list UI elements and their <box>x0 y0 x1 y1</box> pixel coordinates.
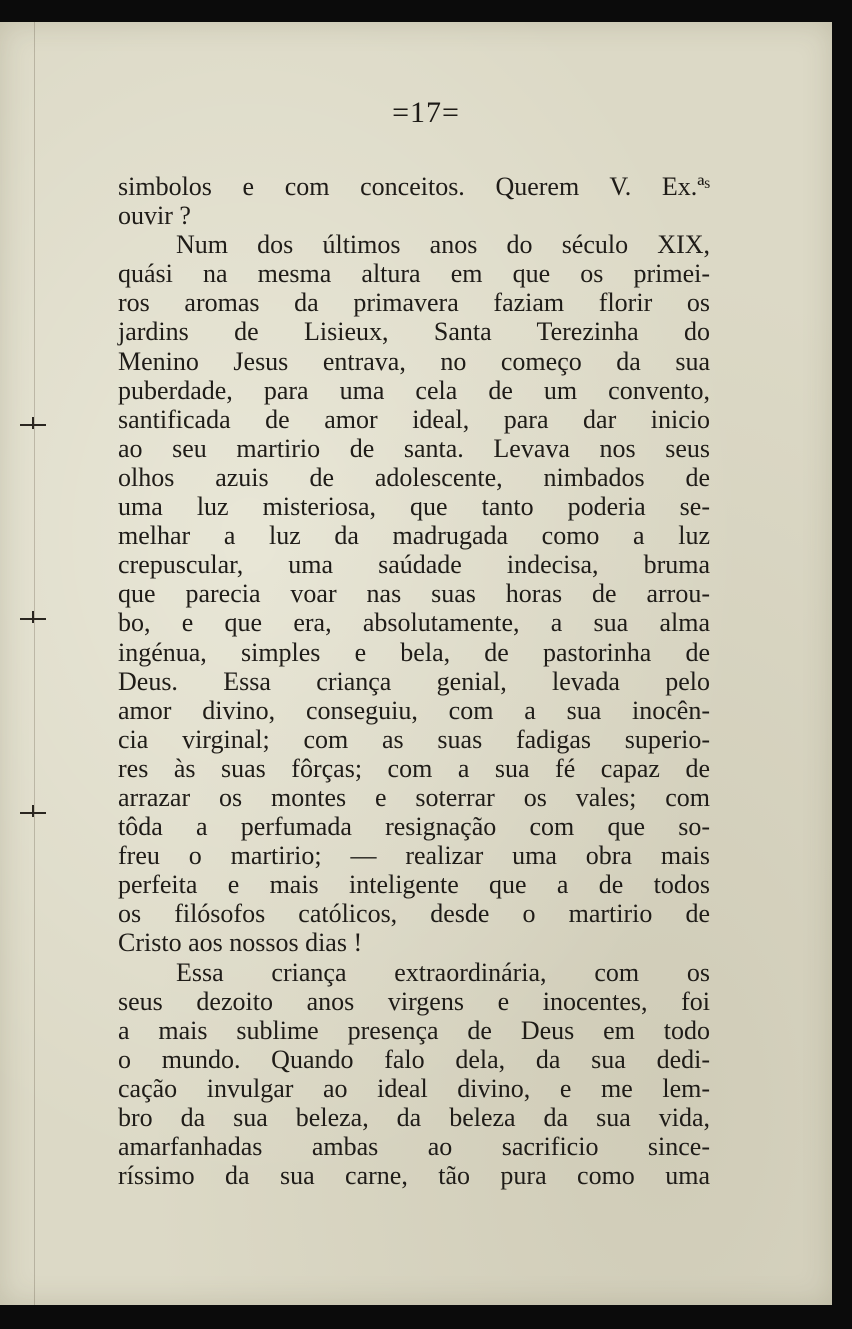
text-line: quási na mesma altura em que os primei- <box>118 259 710 289</box>
text-line: ingénua, simples e bela, de pastorinha de <box>118 637 710 667</box>
text-line: ouvir ? <box>118 201 191 231</box>
text-line: bo, e que era, absolutamente, a sua alma <box>118 608 710 638</box>
text-line: jardins de Lisieux, Santa Terezinha do <box>118 317 710 347</box>
page-number: =17= <box>392 96 460 129</box>
text-line: que parecia voar nas suas horas de arrou- <box>118 579 710 609</box>
text-line: arrazar os montes e soterrar os vales; com <box>118 782 710 812</box>
text-line: res às suas fôrças; com a sua fé capaz de <box>118 753 710 783</box>
text-line: uma luz misteriosa, que tanto poderia se- <box>118 492 710 522</box>
text-line: bro da sua beleza, da beleza da sua vida, <box>118 1103 710 1132</box>
text-line: Menino Jesus entrava, no começo da sua <box>118 346 710 376</box>
text-line: amor divino, conseguiu, com a sua inocên- <box>118 695 710 725</box>
text-line: Cristo aos nossos dias ! <box>118 928 363 958</box>
text-line: simbolos e com conceitos. Querem V. Ex.ªˢ <box>118 172 710 201</box>
text-line: cação invulgar ao ideal divino, e me lem- <box>118 1073 710 1103</box>
page-edge-crease <box>34 22 35 1305</box>
text-line: amarfanhadas ambas ao sacrificio since- <box>118 1132 710 1162</box>
text-line: puberdade, para uma cela de um convento, <box>118 375 710 405</box>
body-text <box>118 172 710 1190</box>
text-line: ao seu martirio de santa. Levava nos seus <box>118 433 710 463</box>
text-line: Essa criança extraordinária, com os <box>176 957 710 987</box>
text-line: melhar a luz da madrugada como a luz <box>118 521 710 551</box>
text-line: crepuscular, uma saúdade indecisa, bruma <box>118 550 710 580</box>
text-line: ríssimo da sua carne, tão pura como uma <box>118 1161 710 1191</box>
text-line: freu o martirio; — realizar uma obra mais <box>118 841 710 871</box>
text-line: perfeita e mais inteligente que a de todos <box>118 870 710 900</box>
text-line: a mais sublime presença de Deus em todo <box>118 1015 710 1045</box>
text-line: Num dos últimos anos do século XIX, <box>176 230 710 260</box>
text-line: os filósofos católicos, desde o martirio de <box>118 899 710 929</box>
text-line: ros aromas da primavera faziam florir os <box>118 288 710 318</box>
text-line: o mundo. Quando falo dela, da sua dedi- <box>118 1044 710 1074</box>
text-line: santificada de amor ideal, para dar inicio <box>118 404 710 434</box>
text-line: olhos azuis de adolescente, nimbados de <box>118 462 710 492</box>
text-line: seus dezoito anos virgens e inocentes, foi <box>118 986 710 1016</box>
margin-ink-mark <box>20 420 46 430</box>
text-line: Deus. Essa criança genial, levada pelo <box>118 666 710 696</box>
margin-ink-mark <box>20 614 46 624</box>
margin-ink-mark <box>20 808 46 818</box>
text-line: cia virginal; com as suas fadigas superio- <box>118 724 710 754</box>
text-line: tôda a perfumada resignação com que so- <box>118 812 710 842</box>
